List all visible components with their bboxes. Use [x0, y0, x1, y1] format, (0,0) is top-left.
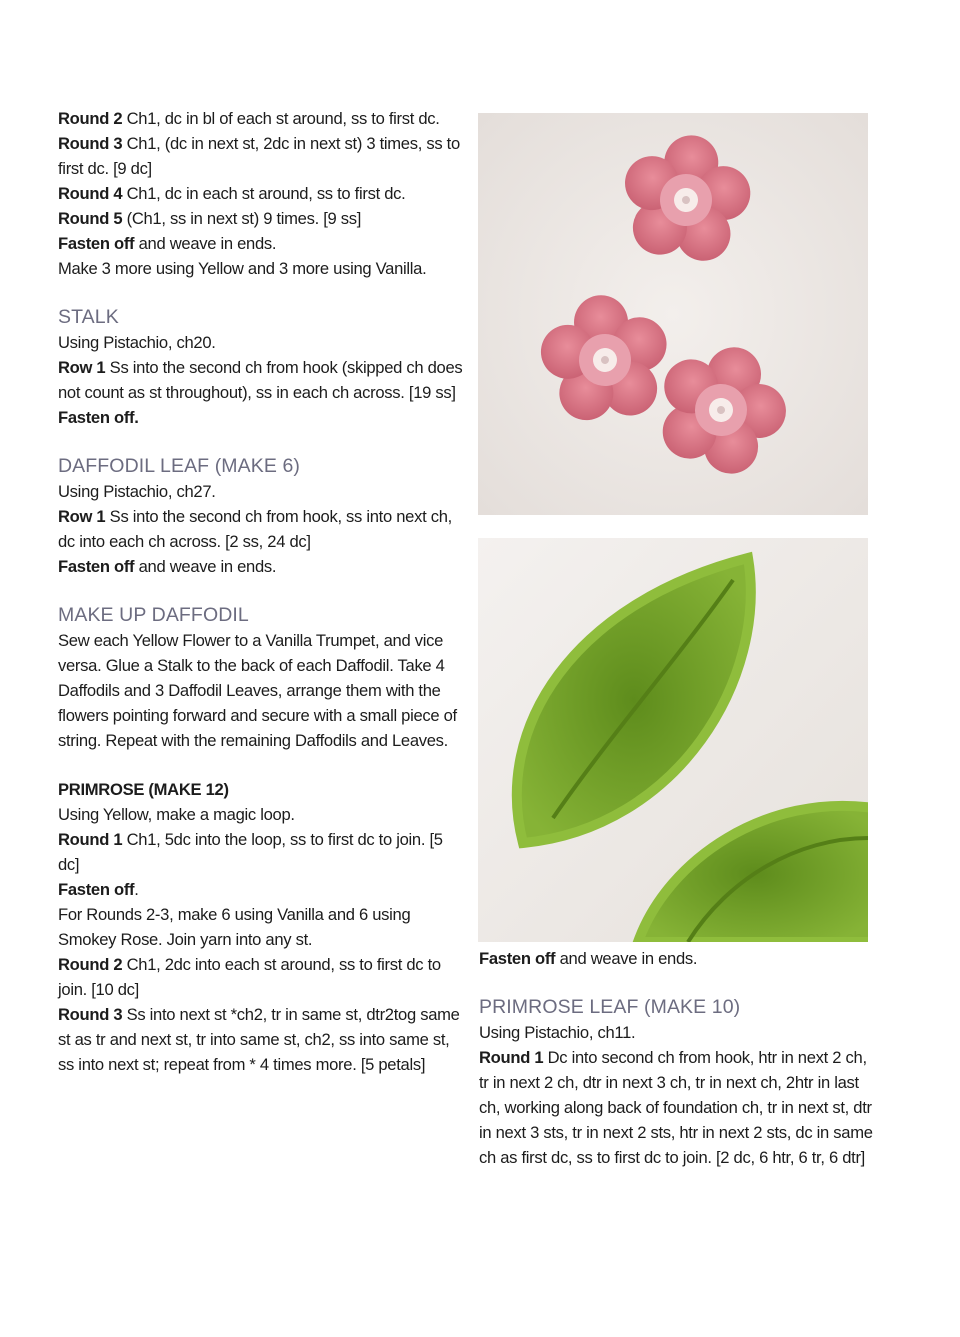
primrose-leaves-photo: [478, 538, 868, 942]
section-heading: STALK: [58, 306, 119, 328]
primrose-section: [58, 777, 463, 1077]
instruction-line: Fasten off.: [58, 880, 139, 899]
instruction-line: Fasten off.: [58, 408, 139, 427]
instruction-line: Round 1 Ch1, 5dc into the loop, ss to first dc to join. [5 dc]: [58, 830, 443, 874]
primrose-flowers-photo: [478, 113, 868, 515]
section-heading: DAFFODIL LEAF (MAKE 6): [58, 455, 301, 477]
instruction-line: Round 4 Ch1, dc in each st around, ss to first dc.: [58, 184, 406, 203]
instruction-line: Round 2 Ch1, 2dc into each st around, ss to first dc to join. [10 dc]: [58, 955, 441, 999]
daffodil-leaf-section: [58, 454, 463, 579]
intro-instructions: [58, 106, 463, 281]
instruction-line: Fasten off and weave in ends.: [58, 234, 277, 253]
section-heading: PRIMROSE LEAF (MAKE 10): [479, 996, 741, 1018]
make-up-daffodil-section: [58, 603, 463, 753]
section-heading: MAKE UP DAFFODIL: [58, 604, 249, 626]
instruction-line: Round 2 Ch1, dc in bl of each st around, ss to first dc.: [58, 109, 440, 128]
instruction-line: For Rounds 2-3, make 6 using Vanilla and 6 using Smokey Rose. Join yarn into any st.: [58, 905, 411, 949]
primrose-leaf-section: [479, 995, 879, 1170]
instruction-line: Fasten off and weave in ends.: [479, 949, 698, 968]
instruction-line: Sew each Yellow Flower to a Vanilla Trumpet, and vice versa. Glue a Stalk to the back of each Daffodil. Take 4 Daffodils and 3 Daffodil Leaves, arrange them with the flowers pointing forward and secure with a small piece of string. Repeat with the remaining Daffodils and Leaves.: [58, 631, 457, 750]
instruction-line: Row 1 Ss into the second ch from hook, ss into next ch, dc into each ch across. [2 ss, 24 dc]: [58, 507, 452, 551]
instruction-line: Make 3 more using Yellow and 3 more using Vanilla.: [58, 259, 427, 278]
instruction-line: Round 3 Ch1, (dc in next st, 2dc in next st) 3 times, ss to first dc. [9 dc]: [58, 134, 460, 178]
right-column: [479, 946, 879, 1170]
instruction-line: Round 1 Dc into second ch from hook, htr in next 2 ch, tr in next 2 ch, dtr in next 3 ch, tr in next ch, 2htr in last ch, working along back of foundation ch, tr in next st, dtr in next 3 sts, tr in next 2 sts, htr in next 2 sts, dc in same ch as first dc, ss to first dc to join. [2 dc, 6 htr, 6 tr, 6 dtr]: [479, 1048, 873, 1167]
instruction-line: Fasten off and weave in ends.: [58, 557, 277, 576]
instruction-line: Round 3 Ss into next st *ch2, tr in same st, dtr2tog same st as tr and next st, tr into same st, ch2, ss into same st, ss into next st; repeat from * 4 times more. [5 petals]: [58, 1005, 460, 1074]
instruction-line: Using Pistachio, ch11.: [479, 1023, 636, 1042]
section-heading: PRIMROSE (MAKE 12): [58, 780, 229, 799]
instruction-line: Using Pistachio, ch20.: [58, 333, 216, 352]
instruction-line: Row 1 Ss into the second ch from hook (skipped ch does not count as st throughout), ss in each ch across. [19 ss]: [58, 358, 463, 402]
instruction-line: Using Pistachio, ch27.: [58, 482, 216, 501]
instruction-line: Round 5 (Ch1, ss in next st) 9 times. [9 ss]: [58, 209, 362, 228]
left-column: [58, 106, 463, 1077]
instruction-line: Using Yellow, make a magic loop.: [58, 805, 295, 824]
stalk-section: [58, 305, 463, 430]
